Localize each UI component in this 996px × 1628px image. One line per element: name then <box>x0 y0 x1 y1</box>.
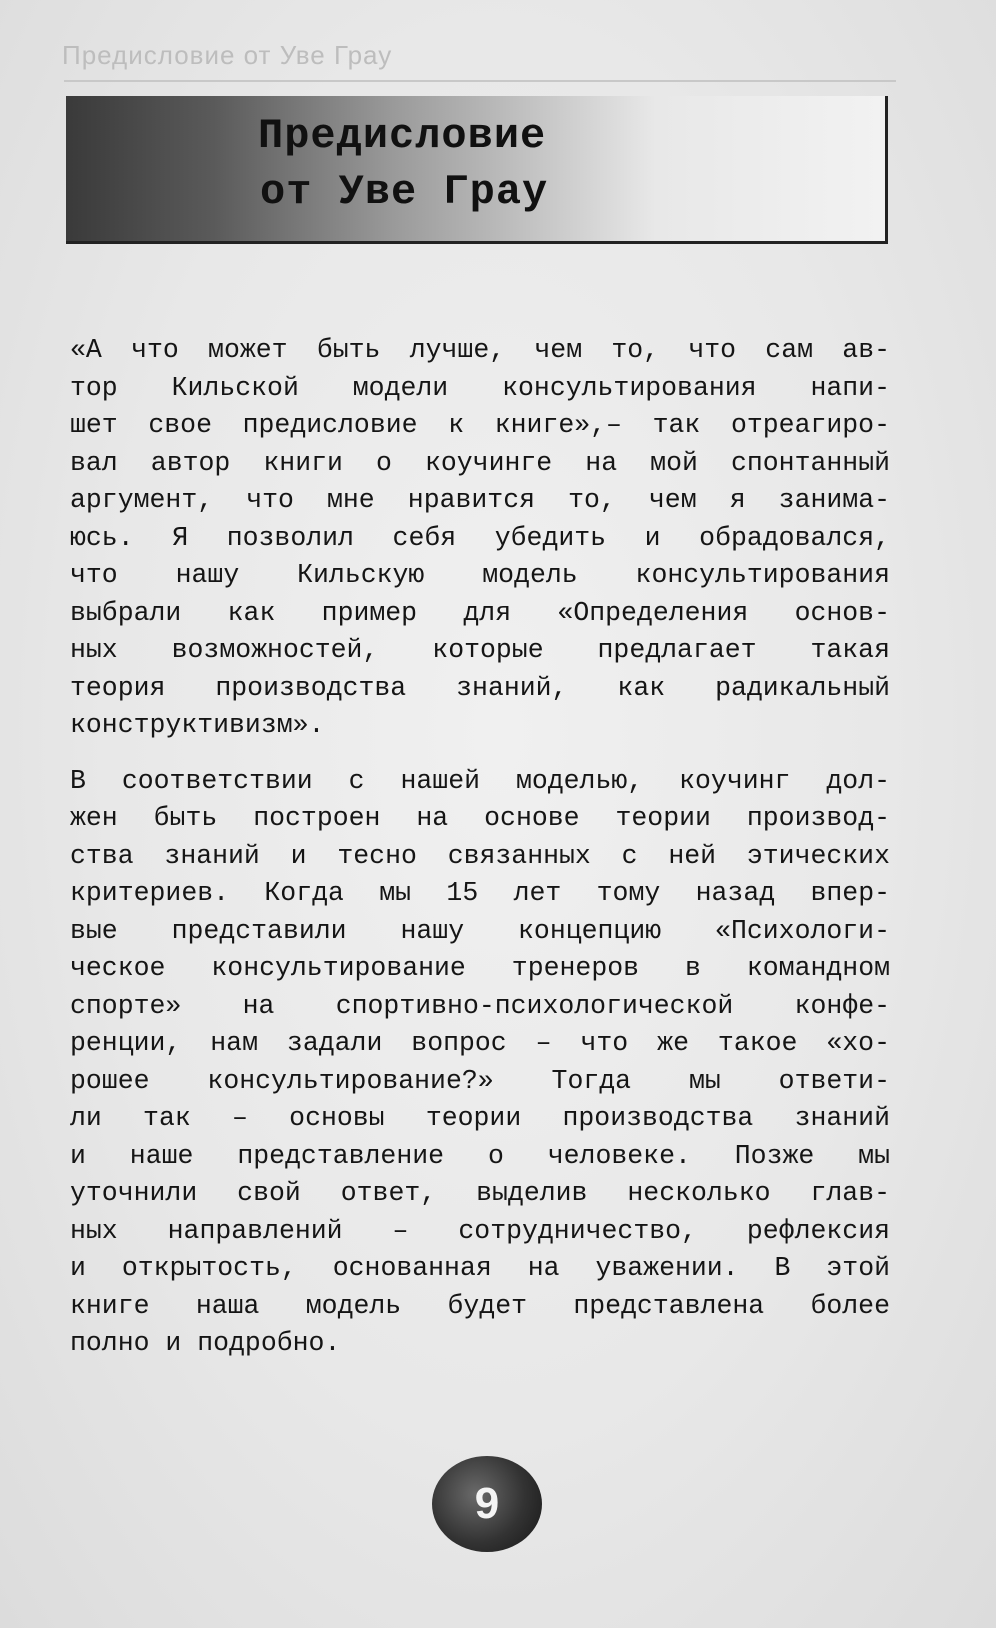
text-line: вал автор книги о коучинге на мой спонтанный <box>70 447 890 478</box>
chapter-title-line-1: Предисловие <box>258 112 547 160</box>
text-line: ли так – основы теории производства знаний <box>70 1103 890 1133</box>
text-line: аргумент, что мне нравится то, чем я занима- <box>70 485 890 515</box>
page-number: 9 <box>474 1479 500 1528</box>
text-line: книге наша модель будет представлена более <box>70 1290 890 1321</box>
text-line: критериев. Когда мы 15 лет тому назад впер- <box>70 878 890 908</box>
running-header: Предисловие от Уве Грау <box>62 40 393 70</box>
text-line: ческое консультирование тренеров в командном <box>70 953 890 983</box>
text-line: юсь. Я позволил себя убедить и обрадовался, <box>70 522 890 553</box>
text-line: тор Кильской модели консультирования напи- <box>70 372 890 403</box>
text-line: «А что может быть лучше, чем то, что сам ав- <box>70 335 890 365</box>
text-line: вые представили нашу концепцию «Психологи- <box>70 915 890 946</box>
text-line: конструктивизм». <box>70 710 325 740</box>
text-line: что нашу Кильскую модель консультирования <box>70 560 890 590</box>
text-line: и открытость, основанная на уважении. В этой <box>70 1253 890 1283</box>
text-line: полно и подробно. <box>70 1328 341 1358</box>
header-rule <box>64 80 896 82</box>
text-line: уточнили свой ответ, выделив несколько глав- <box>70 1178 890 1208</box>
text-line: выбрали как пример для «Определения основ- <box>70 597 890 628</box>
page-number-badge <box>432 1456 542 1552</box>
text-line: теория производства знаний, как радикальный <box>70 672 890 703</box>
text-line: ных направлений – сотрудничество, рефлексия <box>70 1215 890 1246</box>
text-line: рошее консультирование?» Тогда мы ответи- <box>70 1065 890 1096</box>
text-line: ства знаний и тесно связанных с ней этических <box>70 840 890 871</box>
text-line: ных возможностей, которые предлагает такая <box>70 635 890 665</box>
text-line: шет свое предисловие к книге»,– так отреагиро- <box>70 410 890 440</box>
chapter-title-line-2: от Уве Грау <box>260 168 549 216</box>
paragraph-2 <box>70 763 890 1363</box>
paragraph-1 <box>70 332 890 745</box>
text-line: жен быть построен на основе теории производ- <box>70 803 890 833</box>
text-line: спорте» на спортивно-психологической конфе- <box>70 990 890 1021</box>
text-line: и наше представление о человеке. Позже мы <box>70 1140 890 1171</box>
body-text <box>70 332 890 1363</box>
text-line: В соответствии с нашей моделью, коучинг дол- <box>70 765 890 796</box>
text-line: ренции, нам задали вопрос – что же такое «хо- <box>70 1028 890 1058</box>
